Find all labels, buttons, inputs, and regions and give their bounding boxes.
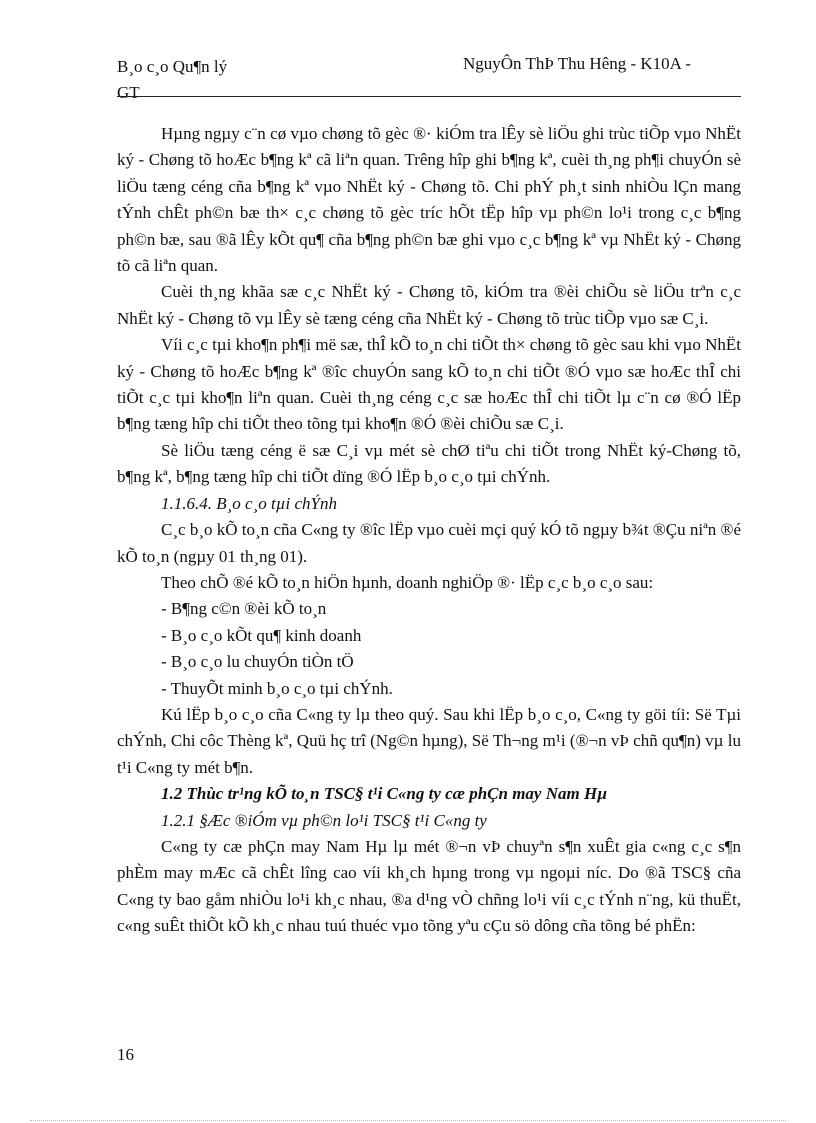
paragraph: Cuèi th¸ng khãa sæ c¸c NhËt ký - Chøng tõ, kiÓm tra ®èi chiÕu sè liÖu trªn c¸c NhËt ký - Chøng tõ vµ lÊy sè tæng céng cña NhËt ký - Chøng tõ trùc tiÕp vµo sæ C¸i. bbox=[117, 282, 741, 328]
header-divider bbox=[117, 96, 741, 97]
list-item: - B¸o c¸o lu chuyÓn tiÒn tÖ bbox=[161, 652, 354, 672]
list-item: - ThuyÕt minh b¸o c¸o tµi chÝnh. bbox=[161, 678, 393, 698]
paragraph: Sè liÖu tæng céng ë sæ C¸i vµ mét sè chØ tiªu chi tiÕt trong NhËt ký-Chøng tõ, b¶ng kª, b¶ng tæng hîp chi tiÕt dïng ®Ó lËp b¸o c¸o tµi chÝnh. bbox=[117, 440, 741, 487]
section-heading-12: 1.2 Thùc tr¹ng kÕ to¸n TSC§ t¹i C«ng ty cæ phÇn may Nam Hµ bbox=[161, 784, 607, 804]
list-item: - B¸o c¸o kÕt qu¶ kinh doanh bbox=[161, 625, 362, 645]
header-left-line1: B¸o c¸o Qu¶n lý bbox=[117, 57, 228, 76]
section-heading-121: 1.2.1 §Æc ®iÓm vµ ph©n lo¹i TSC§ t¹i C«ng ty bbox=[161, 810, 487, 830]
paragraph: Kú lËp b¸o c¸o cña C«ng ty lµ theo quý. Sau khi lËp b¸o c¸o, C«ng ty göi tíi: Së Tµi chÝnh, Chi côc Thèng kª, Quü hç trî (Ng©n hµng), Së Th¬ng m¹i (®¬n vÞ chñ qu¶n) vµ lu t¹i C«ng ty mét b¶n. bbox=[117, 704, 741, 777]
section-heading-1164: 1.1.6.4. B¸o c¸o tµi chÝnh bbox=[161, 493, 337, 513]
page-number: 16 bbox=[117, 1045, 134, 1064]
paragraph: C¸c b¸o kÕ to¸n cña C«ng ty ®îc lËp vµo cuèi mçi quý kÓ tõ ngµy b¾t ®Çu niªn ®é kÕ to¸n (ngµy 01 th¸ng 01). bbox=[117, 520, 741, 566]
paragraph: Hµng ngµy c¨n cø vµo chøng tõ gèc ®· kiÓm tra lÊy sè liÖu ghi trùc tiÕp vµo NhËt ký - Chøng tõ hoÆc b¶ng kª cã liªn quan. Trêng hîp ghi b¶ng kª, cuèi th¸ng ph¶i chuyÓn sè liÖu tæng céng cña b¶ng kª vµo NhËt ký - Chøng tõ. Chi phÝ ph¸t sinh nhiÒu lÇn mang tÝnh chÊt ph©n bæ th× c¸c chøng tõ gèc tríc hÕt tËp hîp vµ ph©n lo¹i trong c¸c b¶ng ph©n bæ, sau ®ã lÊy kÕt qu¶ cña b¶ng ph©n bæ ghi vµo c¸c b¶ng kª vµ NhËt ký - Chøng tõ cã liªn quan. bbox=[117, 124, 741, 276]
paragraph: Víi c¸c tµi kho¶n ph¶i më sæ, thÎ kÕ to¸n chi tiÕt th× chøng tõ gèc sau khi vµo NhËt ký - Chøng tõ hoÆc b¶ng kª ®îc chuyÓn sang kÕ to¸n chi tiÕt ®Ó vµo sæ hoÆc thÎ chi tiÕt c¸c tµi kho¶n liªn quan. Cuèi th¸ng céng c¸c sæ hoÆc thÎ chi tiÕt lµ c¨n cø ®Ó lËp b¶ng tæng hîp chi tiÕt theo tõng tµi kho¶n ®Ó ®èi chiÕu sæ C¸i. bbox=[117, 335, 741, 434]
paragraph: C«ng ty cæ phÇn may Nam Hµ lµ mét ®¬n vÞ chuyªn s¶n xuÊt gia c«ng c¸c s¶n phÈm may mÆc cã chÊt lîng cao víi kh¸ch hµng trong vµ ngoµi níc. Do ®ã TSC§ cña C«ng ty bao gåm nhiÒu lo¹i kh¸c nhau, ®a d¹ng vÒ chñng lo¹i víi c¸c tÝnh n¨ng, kü thuËt, c«ng suÊt thiÕt kÕ kh¸c nhau tuú thuéc vµo tõng yªu cÇu sö dông cña tõng bé phËn: bbox=[117, 836, 741, 936]
list-item: - B¶ng c©n ®èi kÕ to¸n bbox=[161, 599, 327, 619]
page-bottom-edge bbox=[30, 1120, 786, 1121]
header-left-line2: GT bbox=[117, 83, 140, 102]
paragraph: Theo chÕ ®é kÕ to¸n hiÖn hµnh, doanh nghiÖp ®· lËp c¸c b¸o c¸o sau: bbox=[161, 572, 654, 592]
header-left bbox=[117, 54, 227, 106]
header-right: NguyÔn ThÞ Thu Hêng - K10A - bbox=[463, 54, 691, 73]
page-body bbox=[117, 121, 741, 940]
